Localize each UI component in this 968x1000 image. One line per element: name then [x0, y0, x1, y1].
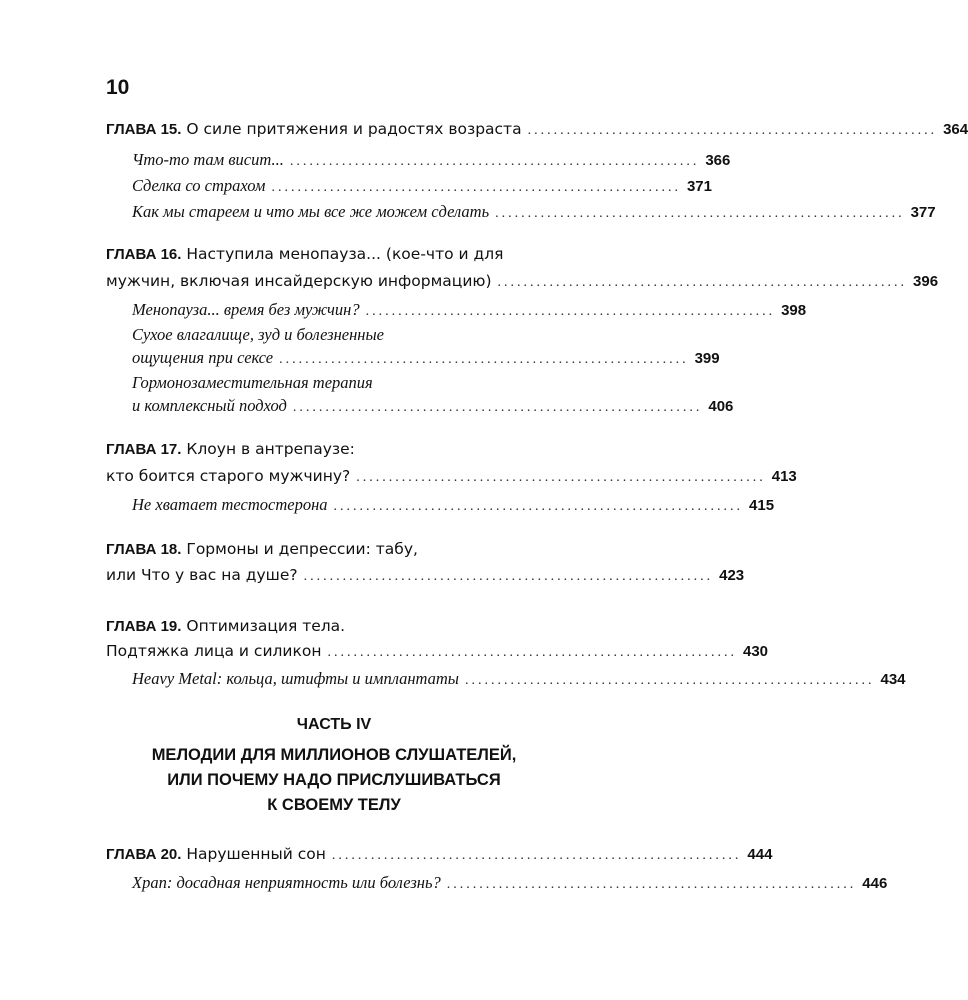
chapter-title-cont: кто боится старого мужчину?: [106, 467, 351, 485]
toc-subentry-line1[interactable]: Сухое влагалище, зуд и болезненные: [132, 325, 384, 344]
toc-subentry[interactable]: [132, 300, 807, 320]
chapter-label: ГЛАВА 20.: [106, 846, 182, 863]
part-title-line1: МЕЛОДИИ ДЛЯ МИЛЛИОНОВ СЛУШАТЕЛЕЙ,: [151, 746, 517, 764]
chapter-title: Оптимизация тела.: [186, 617, 346, 635]
page-ref: 371: [686, 178, 712, 195]
chapter-label: ГЛАВА 16.: [106, 246, 182, 263]
part-label: ЧАСТЬ IV: [296, 716, 372, 733]
leader-dots: ...............................................................: [495, 206, 905, 221]
toc-entry-ch16-line1[interactable]: [106, 245, 503, 263]
chapter-title-cont: или Что у вас на душе?: [106, 566, 298, 584]
subentry-title: ощущения при сексе: [132, 348, 274, 367]
chapter-title-cont: Подтяжка лица и силикон: [106, 642, 322, 660]
page-ref: 413: [771, 468, 797, 485]
page-ref: 396: [913, 273, 939, 290]
subentry-title: Не хватает тестостерона: [132, 495, 328, 514]
leader-dots: ...............................................................: [365, 304, 776, 319]
toc-entry-ch15[interactable]: [106, 120, 968, 139]
page-ref: 446: [862, 875, 888, 892]
page-ref: 406: [708, 398, 734, 415]
page-ref: 399: [694, 350, 720, 367]
subentry-title: Сделка со страхом: [132, 176, 266, 195]
page-ref: 434: [880, 671, 906, 688]
toc-subentry[interactable]: [132, 396, 734, 416]
toc-entry-ch19-line1[interactable]: [106, 617, 345, 635]
toc-subentry[interactable]: [132, 873, 888, 893]
leader-dots: ...............................................................: [356, 470, 766, 485]
leader-dots: ...............................................................: [527, 123, 938, 138]
page-number: 10: [106, 76, 130, 99]
page-ref: 415: [749, 497, 775, 514]
leader-dots: ...............................................................: [271, 180, 681, 195]
part-title-line2: ИЛИ ПОЧЕМУ НАДО ПРИСЛУШИВАТЬСЯ: [167, 771, 501, 789]
chapter-title: Наступила менопауза... (кое-что и для: [186, 245, 504, 263]
subentry-title: и комплексный подход: [132, 396, 287, 415]
chapter-title-cont: мужчин, включая инсайдерскую информацию): [106, 272, 492, 290]
toc-subentry[interactable]: [132, 176, 712, 196]
subentry-title: Менопауза... время без мужчин?: [132, 300, 360, 319]
leader-dots: ...............................................................: [331, 848, 742, 863]
page-ref: 366: [705, 152, 731, 169]
leader-dots: ...............................................................: [446, 877, 857, 892]
toc-entry-ch17-line1[interactable]: [106, 440, 355, 458]
chapter-label: ГЛАВА 15.: [106, 121, 182, 138]
page-ref: 377: [910, 204, 936, 221]
toc-subentry[interactable]: [132, 202, 936, 222]
chapter-title: Клоун в антрепаузе:: [186, 440, 355, 458]
leader-dots: ...............................................................: [464, 673, 875, 688]
chapter-label: ГЛАВА 18.: [106, 541, 182, 558]
page-ref: 444: [747, 846, 773, 863]
part-title-line3: К СВОЕМУ ТЕЛУ: [267, 796, 401, 814]
toc-subentry[interactable]: [132, 669, 906, 689]
page-ref: 423: [719, 567, 745, 584]
toc-entry-ch17[interactable]: [106, 467, 797, 486]
toc-subentry[interactable]: [132, 150, 731, 170]
toc-entry-ch18-line1[interactable]: [106, 540, 418, 558]
toc-entry-ch16[interactable]: [106, 272, 939, 291]
toc-entry-ch18[interactable]: [106, 566, 745, 585]
toc-entry-ch19[interactable]: [106, 642, 769, 661]
chapter-title: Гормоны и депрессии: табу,: [186, 540, 418, 558]
toc-entry-ch20[interactable]: [106, 845, 773, 864]
page-ref: 364: [943, 121, 968, 138]
chapter-title: О силе притяжения и радостях возраста: [186, 120, 522, 138]
subentry-title: Храп: досадная неприятность или болезнь?: [132, 873, 441, 892]
leader-dots: ...............................................................: [497, 275, 908, 290]
leader-dots: ...............................................................: [327, 645, 737, 660]
toc-subentry-line1[interactable]: Гормонозаместительная терапия: [132, 373, 373, 392]
chapter-label: ГЛАВА 19.: [106, 618, 182, 635]
leader-dots: ...............................................................: [303, 569, 714, 584]
page-ref: 398: [781, 302, 807, 319]
leader-dots: ...............................................................: [279, 352, 689, 367]
leader-dots: ...............................................................: [289, 154, 700, 169]
chapter-label: ГЛАВА 17.: [106, 441, 182, 458]
subentry-title: Heavy Metal: кольца, штифты и имплантаты: [132, 669, 459, 688]
toc-subentry[interactable]: [132, 495, 775, 515]
subentry-title: Что-то там висит...: [132, 150, 284, 169]
page-ref: 430: [742, 643, 769, 660]
leader-dots: ...............................................................: [292, 400, 703, 415]
subentry-title: Как мы стареем и что мы все же можем сделать: [132, 202, 490, 221]
toc-subentry[interactable]: [132, 348, 720, 368]
chapter-title: Нарушенный сон: [186, 845, 326, 863]
leader-dots: ...............................................................: [333, 499, 744, 514]
